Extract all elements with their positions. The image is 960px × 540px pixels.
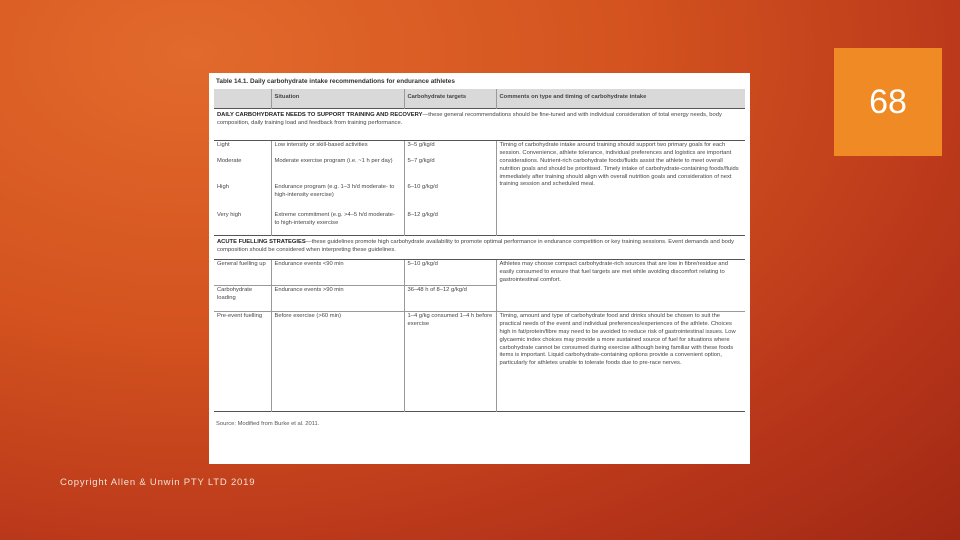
target-cell: 1–4 g/kg consumed 1–4 h before exercise	[404, 311, 496, 411]
section-row	[214, 235, 745, 259]
comment-cell: Athletes may choose compact carbohydrate-rich sources that are low in fibre/residue and easily consumed to ensure that fuel targets are met while avoiding discomfort relating to gastrointestinal comfort.	[496, 259, 745, 311]
table-end-row	[214, 411, 745, 412]
target-cell: 6–10 g/kg/d	[404, 183, 496, 211]
table-header-row	[214, 89, 745, 108]
comment-cell: Timing of carbohydrate intake around training should support two primary goals for each session. Convenience, athlete tolerance, individual preferences and logistics are important considerations. Nutrient-rich carbohydrate foods/fluids assist the athlete to meet overall nutrition goals and should be prioritised. Timely intake of carbohydrate-containing foods/fluids immediately after training should align with overall nutrition goals and consideration of next training session and scheduled meal.	[496, 140, 745, 235]
situation-cell: Low intensity or skill-based activities	[271, 140, 404, 157]
header-cell: Situation	[271, 89, 404, 108]
situation-cell: Moderate exercise program (i.e. ~1 h per day)	[271, 157, 404, 183]
header-cell	[214, 89, 271, 108]
situation-cell: Before exercise (>60 min)	[271, 311, 404, 411]
comment-cell: Timing, amount and type of carbohydrate food and drinks should be chosen to suit the practical needs of the event and individual preferences/experiences of the athlete. Choices high in fat/protein/fibre may need to be avoided to reduce risk of gastrointestinal issues. Low glycaemic index choices may provide a more sustained source of fuel for situations where carbohydrate cannot be consumed during exercise although being familiar with these foods items is important. Liquid carbohydrate-containing options provide a convenient option, particularly for athletes unable to tolerate foods due to pre-race nerves.	[496, 311, 745, 411]
slide-number-badge	[834, 48, 942, 156]
level-cell: Moderate	[217, 158, 242, 165]
target-cell: 8–12 g/kg/d	[404, 211, 496, 235]
table-row	[214, 140, 745, 157]
situation-cell: Endurance program (e.g. 1–3 h/d moderate- to high-intensity exercise)	[271, 183, 404, 211]
target-cell: 5–7 g/kg/d	[404, 157, 496, 183]
table-title: Table 14.1. Daily carbohydrate intake recommendations for endurance athletes	[216, 78, 455, 85]
carbohydrate-table	[214, 89, 745, 412]
copyright-text: Copyright Allen & Unwin PTY LTD 2019	[60, 477, 256, 488]
situation-cell: Endurance events <90 min	[271, 259, 404, 285]
situation-cell: Extreme commitment (e.g. >4–5 h/d moderate- to high-intensity exercise	[271, 211, 404, 235]
level-cell: Pre-event fuelling	[214, 311, 271, 411]
level-cell: Very high	[217, 212, 242, 219]
table-source: Source: Modified from Burke et al. 2011.	[216, 420, 320, 427]
level-cell: Carbohydrate loading	[214, 285, 271, 311]
slide-number: 68	[869, 82, 907, 121]
section-row	[214, 108, 745, 140]
section-heading: DAILY CARBOHYDRATE NEEDS TO SUPPORT TRAINING AND RECOVERY	[217, 111, 423, 118]
table-row	[214, 259, 745, 285]
section-heading: ACUTE FUELLING STRATEGIES	[217, 238, 306, 245]
table-image	[209, 73, 750, 464]
situation-cell: Endurance events >90 min	[271, 285, 404, 311]
level-cell: Light	[214, 140, 271, 157]
target-cell: 3–5 g/kg/d	[404, 140, 496, 157]
section-text: —these guidelines promote high carbohydrate availability to promote optimal performance in endurance competition or key training sessions. Event demands and body composition should be considered when interpreting these guidelines.	[217, 238, 735, 253]
target-cell: 36–48 h of 8–12 g/kg/d	[404, 285, 496, 311]
level-cell: High	[217, 184, 229, 191]
header-cell: Comments on type and timing of carbohydrate intake	[496, 89, 745, 108]
table-row	[214, 311, 745, 411]
level-cell: General fuelling up	[214, 259, 271, 285]
target-cell: 5–10 g/kg/d	[404, 259, 496, 285]
section-text: —these general recommendations should be fine-tuned and with individual consideration of total energy needs, body composition, daily training load and feedback from training performance.	[217, 111, 722, 126]
header-cell: Carbohydrate targets	[404, 89, 496, 108]
